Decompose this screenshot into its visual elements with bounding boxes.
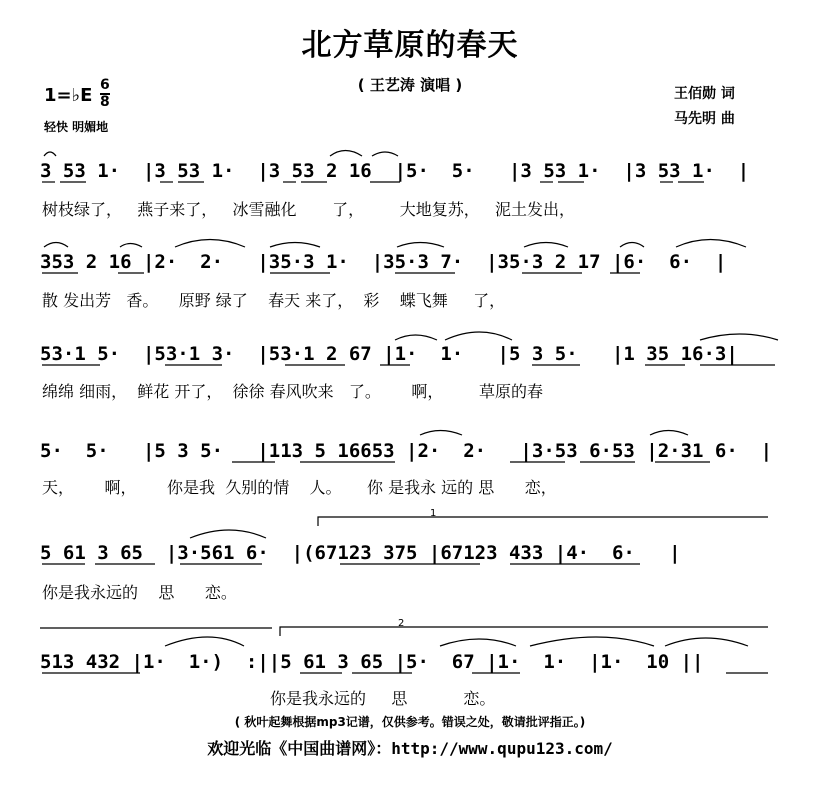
slur-mark	[395, 335, 437, 340]
volta-number-2: 2	[398, 618, 405, 629]
lyrics-row-3: 绵绵 细雨， 鲜花 开了， 徐徐 春风吹来 了。 啊， 草原的春	[42, 382, 543, 401]
slur-mark	[445, 332, 512, 340]
slur-mark	[190, 530, 266, 538]
lyrics-row-5: 你是我永远的 思 恋。	[42, 583, 237, 602]
time-signature-top: 6	[100, 77, 110, 93]
lyrics-row-1: 树枝绿了， 燕子来了， 冰雪融化 了， 大地复苏， 泥土发出，	[42, 200, 575, 219]
time-signature-bottom: 8	[100, 94, 110, 110]
volta-number-1: 1	[430, 508, 437, 519]
tempo-marking: 轻快 明媚地	[44, 120, 109, 134]
slur-mark	[44, 152, 56, 156]
lyrics-row-6: 你是我永远的 思 恋。	[270, 689, 496, 708]
key-signature: 1=♭E	[44, 85, 93, 106]
volta-bracket-2	[280, 627, 768, 636]
lyrics-row-2: 散 发出芳 香。 原野 绿了 春天 来了， 彩 蝶飞舞 了，	[42, 291, 506, 310]
slur-mark	[397, 243, 444, 248]
slur-mark	[676, 240, 746, 248]
beam-underlines	[42, 182, 775, 673]
notation-row-1: 3 53 1· |3 53 1· |3 53 2 16 |5· 5· |3 53 1· |3 53 1· |	[40, 160, 750, 182]
slur-mark	[665, 638, 748, 646]
lyricist-credit: 王佰勋 词	[674, 86, 735, 102]
notation-row-3: 53·1 5· |53·1 3· |53·1 2 67 |1· 1· |5 3 5· |1 35 16·3|	[40, 343, 738, 365]
slur-mark	[700, 334, 778, 340]
slur-mark	[120, 244, 142, 248]
lyrics-row-4: 天， 啊， 你是我 久别的情 人。 你 是我永 远的 思 恋，	[42, 478, 557, 497]
song-title: 北方草原的春天	[301, 28, 519, 63]
notation-row-4: 5· 5· |5 3 5· |113 5 16653 |2· 2· |3·53 6·53 |2·31 6· |	[40, 440, 773, 462]
composer-credit: 马先明 曲	[674, 111, 735, 127]
notation-row-6: 513 432 |1· 1·) :||5 61 3 65 |5· 67 |1· 1· |1· 10 ||	[40, 651, 704, 673]
slur-mark	[420, 431, 462, 436]
notation-row-5: 5 61 3 65 |3·561 6· |(67123 375 |67123 433 |4· 6· |	[40, 542, 681, 564]
notation-row-2: 353 2 16 |2· 2· |35·3 1· |35·3 7· |35·3 2 17 |6· 6· |	[40, 251, 727, 273]
transcription-footnote: ( 秋叶起舞根据mp3记谱，仅供参考。错误之处，敬请批评指正。)	[234, 715, 586, 729]
slur-mark	[440, 639, 516, 646]
slur-mark	[650, 431, 688, 436]
performer-subtitle: ( 王艺涛 演唱 )	[357, 76, 463, 94]
slur-mark	[165, 637, 244, 646]
slur-mark	[372, 152, 398, 156]
slur-mark	[270, 243, 320, 248]
slur-mark	[44, 243, 68, 248]
slur-mark	[530, 637, 654, 646]
slur-mark	[620, 243, 644, 248]
website-welcome-line: 欢迎光临《中国曲谱网》：http://www.qupu123.com/	[207, 739, 613, 758]
volta-bracket-1	[318, 517, 768, 526]
slur-mark	[524, 243, 568, 248]
slur-mark	[330, 151, 362, 157]
slur-mark	[175, 240, 245, 248]
